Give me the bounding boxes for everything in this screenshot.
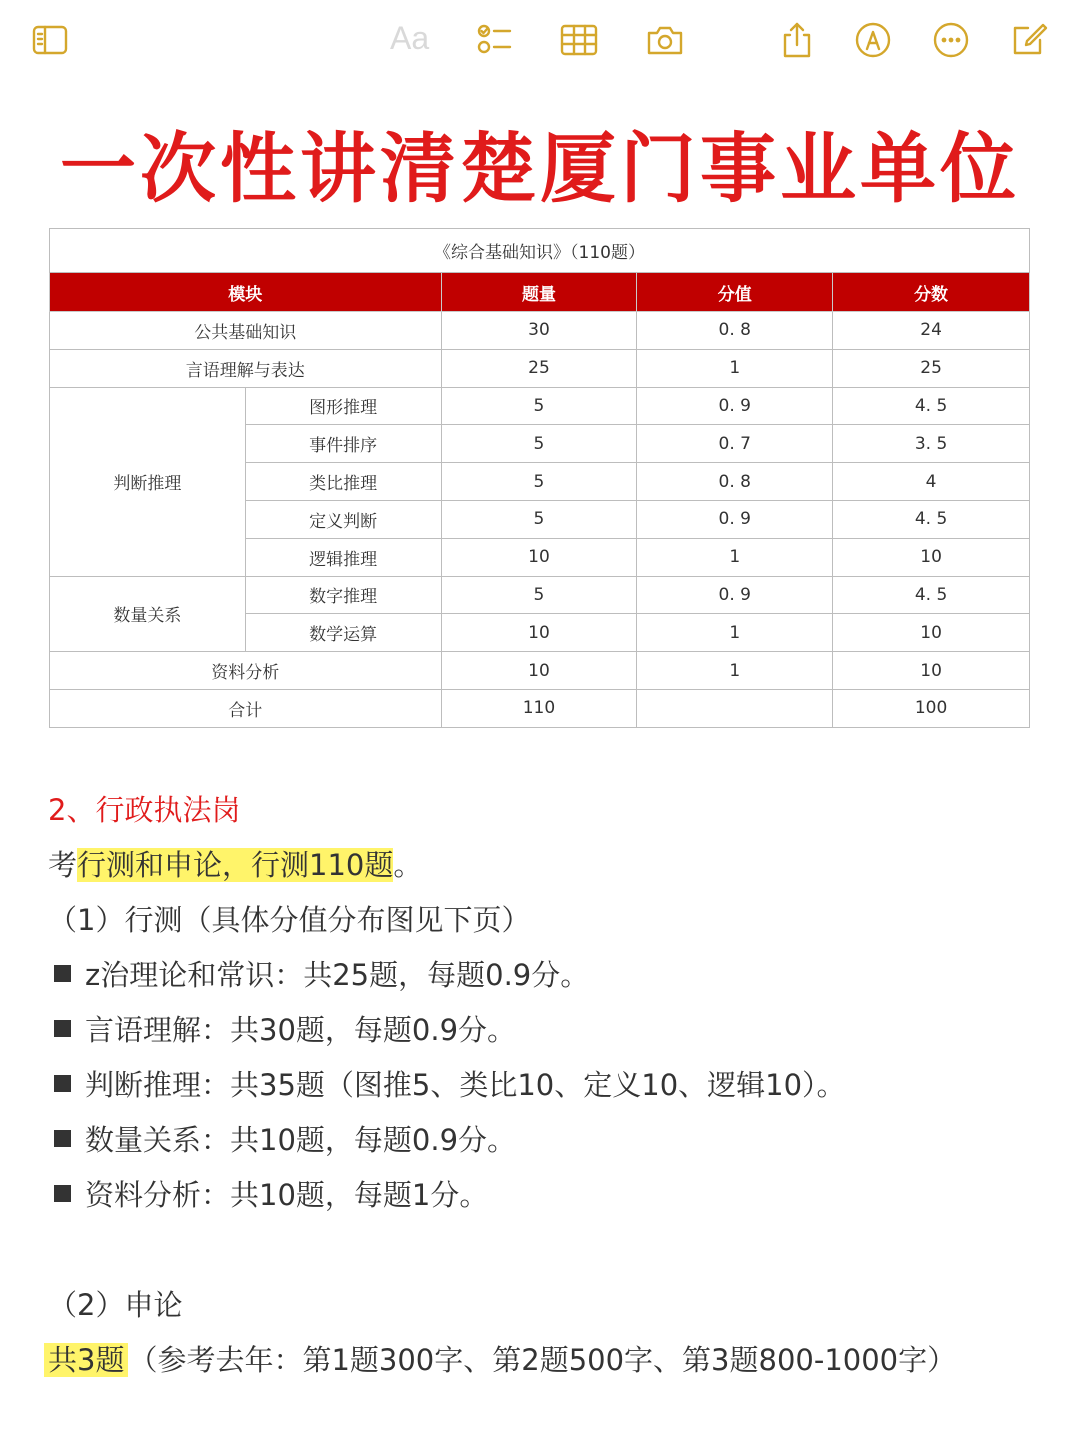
- bullet-square-icon: [54, 1130, 71, 1147]
- table-row: [50, 689, 1030, 727]
- score-cell: 10: [833, 538, 1030, 576]
- intro-line: [48, 843, 1048, 884]
- submodule-cell: 数学运算: [245, 614, 441, 652]
- score-cell: 4. 5: [833, 387, 1030, 425]
- camera-icon: [645, 20, 685, 60]
- module-cell: 公共基础知识: [50, 312, 442, 350]
- table-row: [50, 387, 1030, 425]
- count-cell: 30: [441, 312, 637, 350]
- sidebar-toggle-button[interactable]: [28, 18, 72, 62]
- value-cell: 0. 9: [637, 576, 833, 614]
- bullet-square-icon: [54, 1020, 71, 1037]
- value-cell: 1: [637, 614, 833, 652]
- subsection-1-title: （1）行测（具体分值分布图见下页）: [48, 903, 531, 937]
- table-row: [50, 312, 1030, 350]
- bullet-square-icon: [54, 1075, 71, 1092]
- score-cell: 3. 5: [833, 425, 1030, 463]
- essay-highlight: 共3题: [44, 1343, 128, 1377]
- value-cell: 1: [637, 349, 833, 387]
- essay-detail: （参考去年：第1题300字、第2题500字、第3题800-1000字）: [128, 1343, 957, 1377]
- submodule-cell: 事件排序: [245, 425, 441, 463]
- list-item: [54, 953, 1054, 994]
- notes-toolbar: [0, 0, 1080, 80]
- page-title: 一次性讲清楚厦门事业单位: [60, 124, 1020, 213]
- list-item: [54, 1173, 1054, 1214]
- submodule-cell: 逻辑推理: [245, 538, 441, 576]
- score-table: [49, 228, 1030, 728]
- count-cell: 5: [441, 500, 637, 538]
- subsection-2-title: （2）申论: [48, 1288, 183, 1322]
- section-title: 2、行政执法岗: [48, 793, 241, 827]
- header-count: 题量: [441, 273, 637, 312]
- score-cell: 4: [833, 463, 1030, 501]
- intro-post: 。: [393, 848, 423, 882]
- intro-pre: 考: [48, 848, 78, 882]
- count-cell: 5: [441, 576, 637, 614]
- list-item: [54, 1008, 1054, 1049]
- table-caption: 《综合基础知识》（110题）: [50, 229, 1030, 273]
- bullet-square-icon: [54, 1185, 71, 1202]
- essay-line: [44, 1338, 1064, 1379]
- more-button[interactable]: [929, 18, 973, 62]
- module-cell: 言语理解与表达: [50, 349, 442, 387]
- count-cell: 10: [441, 614, 637, 652]
- count-cell: 110: [441, 689, 637, 727]
- value-cell: 0. 9: [637, 500, 833, 538]
- count-cell: 25: [441, 349, 637, 387]
- value-cell: 1: [637, 538, 833, 576]
- score-table-image: [49, 228, 1030, 728]
- list-item-text: 判断推理：共35题（图推5、类比10、定义10、逻辑10）。: [85, 1068, 846, 1102]
- count-cell: 5: [441, 463, 637, 501]
- count-cell: 5: [441, 387, 637, 425]
- value-cell: 0. 7: [637, 425, 833, 463]
- score-cell: 10: [833, 652, 1030, 690]
- share-icon: [777, 20, 817, 60]
- compose-icon: [1010, 20, 1050, 60]
- submodule-cell: 类比推理: [245, 463, 441, 501]
- compose-button[interactable]: [1008, 18, 1052, 62]
- share-button[interactable]: [775, 18, 819, 62]
- header-score: 分数: [833, 273, 1030, 312]
- group-cell: 数量关系: [50, 576, 246, 652]
- score-cell: 25: [833, 349, 1030, 387]
- checklist-button[interactable]: [472, 18, 516, 62]
- header-module: 模块: [50, 273, 442, 312]
- value-cell: 0. 8: [637, 312, 833, 350]
- value-cell: 0. 9: [637, 387, 833, 425]
- list-item-text: 数量关系：共10题，每题0.9分。: [85, 1123, 517, 1157]
- value-cell: 1: [637, 652, 833, 690]
- submodule-cell: 定义判断: [245, 500, 441, 538]
- header-value: 分值: [637, 273, 833, 312]
- list-item: [54, 1063, 1054, 1104]
- score-cell: 10: [833, 614, 1030, 652]
- submodule-cell: 图形推理: [245, 387, 441, 425]
- table-icon: [559, 20, 599, 60]
- table-button[interactable]: [557, 18, 601, 62]
- checklist-icon: [474, 20, 514, 60]
- list-item-text: 言语理解：共30题，每题0.9分。: [85, 1013, 517, 1047]
- list-item-text: 资料分析：共10题，每题1分。: [85, 1178, 489, 1212]
- count-cell: 10: [441, 652, 637, 690]
- score-cell: 24: [833, 312, 1030, 350]
- format-button[interactable]: Aa: [390, 20, 430, 56]
- intro-highlight: 行测和申论，行测110题: [77, 848, 394, 882]
- submodule-cell: 数字推理: [245, 576, 441, 614]
- count-cell: 10: [441, 538, 637, 576]
- score-cell: 100: [833, 689, 1030, 727]
- module-cell: 资料分析: [50, 652, 442, 690]
- more-icon: [931, 20, 971, 60]
- value-cell: [637, 689, 833, 727]
- list-item: [54, 1118, 1054, 1159]
- markup-icon: [853, 20, 893, 60]
- camera-button[interactable]: [643, 18, 687, 62]
- list-item-text: z治理论和常识：共25题，每题0.9分。: [85, 958, 590, 992]
- bullet-square-icon: [54, 965, 71, 982]
- module-cell: 合计: [50, 689, 442, 727]
- markup-button[interactable]: [851, 18, 895, 62]
- sidebar-icon: [30, 20, 70, 60]
- score-cell: 4. 5: [833, 576, 1030, 614]
- value-cell: 0. 8: [637, 463, 833, 501]
- table-row: [50, 652, 1030, 690]
- table-row: [50, 576, 1030, 614]
- table-row: [50, 349, 1030, 387]
- score-cell: 4. 5: [833, 500, 1030, 538]
- count-cell: 5: [441, 425, 637, 463]
- group-cell: 判断推理: [50, 387, 246, 576]
